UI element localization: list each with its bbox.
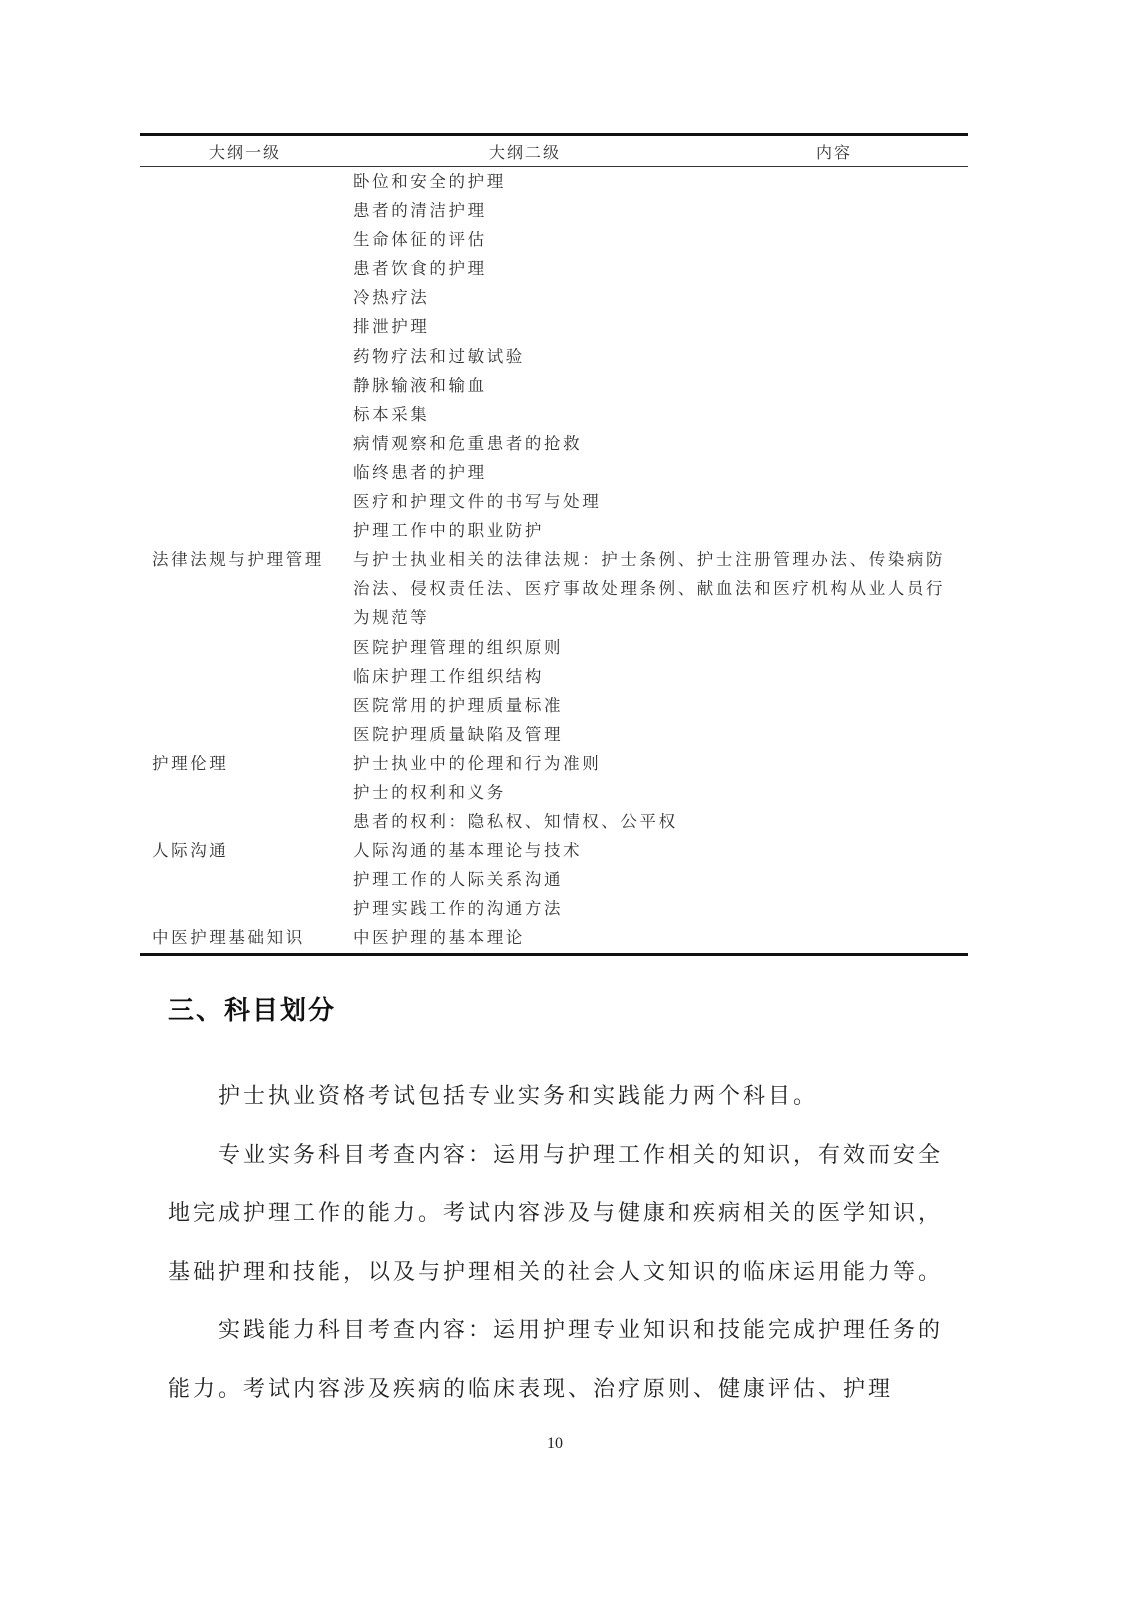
paragraph: 护士执业资格考试包括专业实务和实践能力两个科目。 <box>218 1084 819 1109</box>
table-row <box>140 691 968 720</box>
table-row <box>140 225 968 254</box>
table-row <box>140 283 968 312</box>
cell-level2: 临床护理工作组织结构 <box>353 666 544 686</box>
cell-level2: 医疗和护理文件的书写与处理 <box>353 492 602 512</box>
cell-level1 <box>140 167 353 196</box>
header-level2: 大纲二级 <box>488 142 561 162</box>
table-row <box>140 312 968 341</box>
cell-level1 <box>140 662 353 691</box>
table-row <box>140 836 968 865</box>
cell-level1 <box>140 633 353 662</box>
cell-level2: 护理实践工作的沟通方法 <box>353 899 564 919</box>
cell-level2: 静脉输液和输血 <box>353 375 487 395</box>
cell-level1 <box>140 458 353 487</box>
cell-level1 <box>140 371 353 400</box>
table-row <box>140 749 968 778</box>
cell-level1 <box>140 400 353 429</box>
cell-level2: 患者的权利：隐私权、知情权、公平权 <box>353 812 678 832</box>
cell-level2: 中医护理的基本理论 <box>353 928 525 948</box>
table-row <box>140 662 968 691</box>
cell-level2: 患者饮食的护理 <box>353 259 487 279</box>
table-row <box>140 865 968 894</box>
cell-level1 <box>140 225 353 254</box>
cell-level2: 护士的权利和义务 <box>353 782 506 802</box>
cell-level1 <box>140 720 353 749</box>
cell-level1 <box>140 429 353 458</box>
cell-level1 <box>140 283 353 312</box>
cell-level2: 护理工作的人际关系沟通 <box>353 870 564 890</box>
cell-level2: 标本采集 <box>353 404 430 424</box>
cell-level1 <box>140 865 353 894</box>
cell-level1 <box>140 196 353 225</box>
cell-level1 <box>140 312 353 341</box>
section-heading: 三、科目划分 <box>168 996 337 1026</box>
table-row <box>140 400 968 429</box>
table-header <box>140 136 968 167</box>
cell-level2: 患者的清洁护理 <box>353 201 487 221</box>
cell-level1: 法律法规与护理管理 <box>152 550 324 570</box>
cell-level2: 冷热疗法 <box>353 288 430 308</box>
syllabus-table <box>140 133 968 956</box>
table-row <box>140 894 968 923</box>
table-row <box>140 342 968 371</box>
cell-level1 <box>140 487 353 516</box>
cell-level1: 护理伦理 <box>152 753 229 773</box>
table-row <box>140 923 968 952</box>
cell-level2: 排泄护理 <box>353 317 430 337</box>
table-row <box>140 778 968 807</box>
cell-level2: 医院护理管理的组织原则 <box>353 637 564 657</box>
page-number: 10 <box>547 1435 563 1452</box>
cell-level2: 人际沟通的基本理论与技术 <box>353 841 583 861</box>
header-level1: 大纲一级 <box>208 142 281 162</box>
cell-level1 <box>140 778 353 807</box>
cell-level2: 临终患者的护理 <box>353 462 487 482</box>
table-body <box>140 167 968 953</box>
table-row <box>140 167 968 196</box>
cell-level1 <box>140 691 353 720</box>
section-body <box>168 1068 943 1419</box>
cell-level2: 生命体征的评估 <box>353 230 487 250</box>
cell-level2: 医院常用的护理质量标准 <box>353 695 564 715</box>
paragraph: 实践能力科目考查内容：运用护理专业知识和技能完成护理任务的能力。考试内容涉及疾病的临床表现、治疗原则、健康评估、护理 <box>168 1318 944 1402</box>
cell-level1 <box>140 807 353 836</box>
cell-level1: 人际沟通 <box>152 841 229 861</box>
cell-level1: 中医护理基础知识 <box>152 928 305 948</box>
table-row <box>140 371 968 400</box>
paragraph: 专业实务科目考查内容：运用与护理工作相关的知识，有效而安全地完成护理工作的能力。考试内容涉及与健康和疾病相关的医学知识，基础护理和技能，以及与护理相关的社会人文知识的临床运用能力等。 <box>168 1142 944 1285</box>
table-row <box>140 254 968 283</box>
cell-level1 <box>140 516 353 545</box>
cell-level1 <box>140 342 353 371</box>
cell-level2: 护士执业中的伦理和行为准则 <box>353 753 602 773</box>
cell-level2: 药物疗法和过敏试验 <box>353 346 525 366</box>
table-row <box>140 545 968 632</box>
cell-level2: 卧位和安全的护理 <box>353 172 506 191</box>
table-row <box>140 720 968 749</box>
table-row <box>140 429 968 458</box>
cell-level2: 与护士执业相关的法律法规：护士条例、护士注册管理办法、传染病防治法、侵权责任法、医疗事故处理条例、献血法和医疗机构从业人员行为规范等 <box>353 550 946 628</box>
table-row <box>140 516 968 545</box>
header-content: 内容 <box>815 142 852 162</box>
table-row <box>140 458 968 487</box>
cell-level2: 护理工作中的职业防护 <box>353 521 544 541</box>
table-row <box>140 633 968 662</box>
cell-level1 <box>140 254 353 283</box>
table-row <box>140 807 968 836</box>
table-row <box>140 487 968 516</box>
table-row <box>140 196 968 225</box>
cell-level1 <box>140 894 353 923</box>
cell-level2: 医院护理质量缺陷及管理 <box>353 724 564 744</box>
cell-level2: 病情观察和危重患者的抢救 <box>353 433 583 453</box>
